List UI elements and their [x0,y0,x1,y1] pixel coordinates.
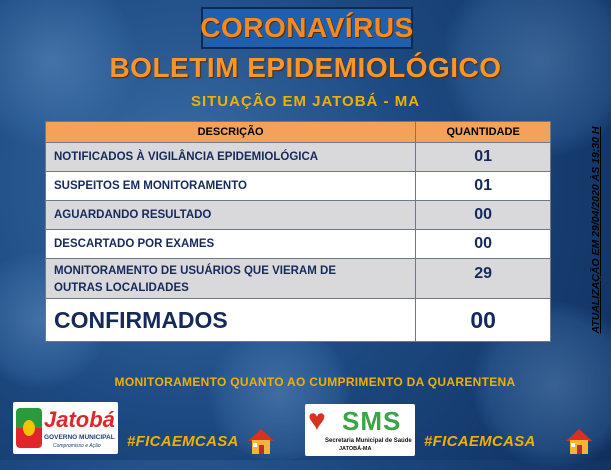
row-quantity: 00 [416,201,551,230]
jatoba-logo-name: Jatobá [44,407,115,432]
bulletin-table [45,121,551,342]
confirmed-quantity: 00 [416,299,551,342]
confirmed-row [46,299,551,342]
jatoba-logo-gov: GOVERNO MUNICIPAL [44,434,115,441]
hashtag-right: #FICAEMCASA [424,433,536,450]
table-row [46,201,551,230]
row-description-line1: MONITORAMENTO DE USUÁRIOS QUE VIERAM DE [54,264,336,277]
page-title: CORONAVÍRUS [200,12,414,43]
jatoba-logo [13,402,118,454]
house-icon [566,429,592,455]
row-description-line2: OUTRAS LOCALIDADES [54,281,189,294]
jatoba-badge-icon [16,408,42,448]
house-icon [248,429,274,455]
table-row [46,172,551,201]
row-description: SUSPEITOS EM MONITORAMENTO [46,172,416,201]
update-note-container [586,110,606,350]
sms-logo-local: JATOBÁ-MA [339,446,372,452]
update-note: ATUALIZAÇÃO EM 29/04/2020 ÀS 19:30 H [590,126,602,334]
row-quantity: 01 [416,172,551,201]
row-description [46,259,416,299]
row-quantity: 00 [416,230,551,259]
header-descricao: DESCRIÇÃO [46,122,416,143]
row-description: DESCARTADO POR EXAMES [46,230,416,259]
table-row [46,230,551,259]
confirmed-label: CONFIRMADOS [46,299,416,342]
sms-logo [305,404,415,456]
sms-logo-text: SMS [342,406,402,436]
row-quantity: 29 [416,259,551,299]
sms-logo-secretaria: Secretaria Municipal de Saúde [325,438,412,444]
table-header-row [46,122,551,143]
title-box [201,7,413,49]
row-description: NOTIFICADOS À VIGILÂNCIA EPIDEMIOLÓGICA [46,143,416,172]
table-row [46,143,551,172]
heart-ecg-icon: ♥ [308,404,326,437]
table-row [46,259,551,299]
situation-heading: SITUAÇÃO EM JATOBÁ - MA [190,93,421,110]
hashtag-left: #FICAEMCASA [127,433,239,450]
header-quantidade: QUANTIDADE [416,122,551,143]
row-quantity: 01 [416,143,551,172]
page-subtitle: BOLETIM EPIDEMIOLÓGICO [109,52,502,83]
monitoring-text: MONITORAMENTO QUANTO AO CUMPRIMENTO DA QUARENTENA [114,375,516,389]
jatoba-logo-slogan: Compromisso e Ação [53,443,101,449]
row-description: AGUARDANDO RESULTADO [46,201,416,230]
